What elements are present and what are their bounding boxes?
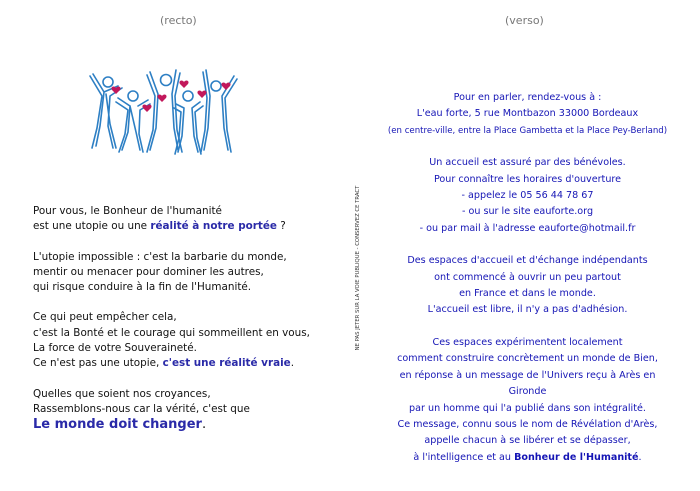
verso-line: Des espaces d'accueil et d'échange indépendants: [407, 255, 648, 267]
verso-line: en réponse à un message de l'Univers reçu à Arès en Gironde: [399, 369, 656, 398]
verso-line: Ces espaces expérimentent localement: [432, 336, 623, 348]
verso-line: ont commencé à ouvrir un peu partout: [434, 271, 621, 283]
verso-line: par un homme qui l'a publié dans son intégralité.: [409, 402, 646, 414]
verso-line: (en centre-ville, entre la Place Gambetta et la Place Pey-Berland): [387, 125, 668, 136]
recto-label: (recto): [160, 14, 197, 27]
verso-line: appelle chacun à se libérer et se dépasser,: [424, 435, 631, 447]
recto-line-end: .: [201, 417, 207, 433]
verso-line: Un accueil est assuré par des bénévoles.: [429, 157, 626, 169]
recto-text: [33, 204, 333, 449]
verso-label: (verso): [505, 14, 544, 27]
dancing-figures-logo: [88, 66, 238, 156]
recto-line: qui risque conduire à la fin de l'Humanité.: [33, 281, 252, 294]
verso-block-spaces: [380, 253, 675, 319]
recto-line: La force de votre Souveraineté.: [33, 342, 197, 355]
verso-line: en France et dans le monde.: [459, 288, 596, 300]
vertical-note-wrapper: [355, 158, 368, 378]
highlight-world-must-change: Le monde doit changer: [33, 417, 202, 433]
highlight-true-reality: c'est une réalité vraie: [162, 357, 291, 370]
verso-line: comment construire concrètement un monde de Bien,: [397, 353, 658, 365]
highlight-happiness: Bonheur de l'Humanité: [514, 451, 639, 463]
recto-line: Ce n'est pas une utopie,: [33, 357, 163, 370]
verso-address: L'eau forte, 5 rue Montbazon 33000 Bordeaux: [416, 108, 639, 120]
recto-line: Pour vous, le Bonheur de l'humanité: [33, 205, 222, 217]
verso-phone: - appelez le 05 56 44 78 67: [461, 190, 594, 202]
verso-line: Pour en parler, rendez-vous à :: [453, 92, 602, 103]
recto-line: L'utopie impossible : c'est la barbarie du monde,: [33, 250, 287, 263]
recto-line: Ce qui peut empêcher cela,: [33, 311, 177, 324]
verso-block-hours: [380, 155, 675, 237]
highlight-reality: réalité à notre portée: [150, 220, 277, 233]
recto-line: Quelles que soient nos croyances,: [33, 387, 211, 400]
verso-email: - ou par mail à l'adresse eauforte@hotmail.fr: [419, 222, 636, 234]
verso-block-message: [380, 335, 675, 466]
recto-line: Rassemblons-nous car la vérité, c'est que: [33, 402, 250, 415]
recto-line: est une utopie ou une: [33, 220, 151, 233]
recto-line: mentir ou menacer pour dominer les autres,: [33, 265, 264, 278]
verso-text: [380, 90, 675, 482]
verso-block-contact: [380, 90, 675, 139]
recto-line: c'est la Bonté et le courage qui sommeillent en vous,: [33, 326, 310, 339]
verso-line: à l'intelligence et au: [413, 451, 515, 463]
verso-line: Ce message, connu sous le nom de Révélation d'Arès,: [397, 418, 658, 430]
verso-line: Pour connaître les horaires d'ouverture: [433, 173, 622, 185]
recto-line-end: .: [290, 357, 295, 370]
recto-line-end: ?: [276, 220, 286, 233]
vertical-note: NE PAS JETER SUR LA VOIE PUBLIQUE - CONSERVEZ CE TRACT: [355, 185, 361, 351]
verso-website: - ou sur le site eauforte.org: [461, 206, 594, 218]
verso-line-end: .: [638, 451, 642, 463]
recto-paragraph-2: [33, 250, 333, 296]
verso-line: L'accueil est libre, il n'y a pas d'adhésion.: [427, 304, 628, 316]
recto-paragraph-3: [33, 310, 333, 371]
recto-paragraph-1: [33, 204, 333, 235]
recto-paragraph-4: [33, 387, 333, 434]
